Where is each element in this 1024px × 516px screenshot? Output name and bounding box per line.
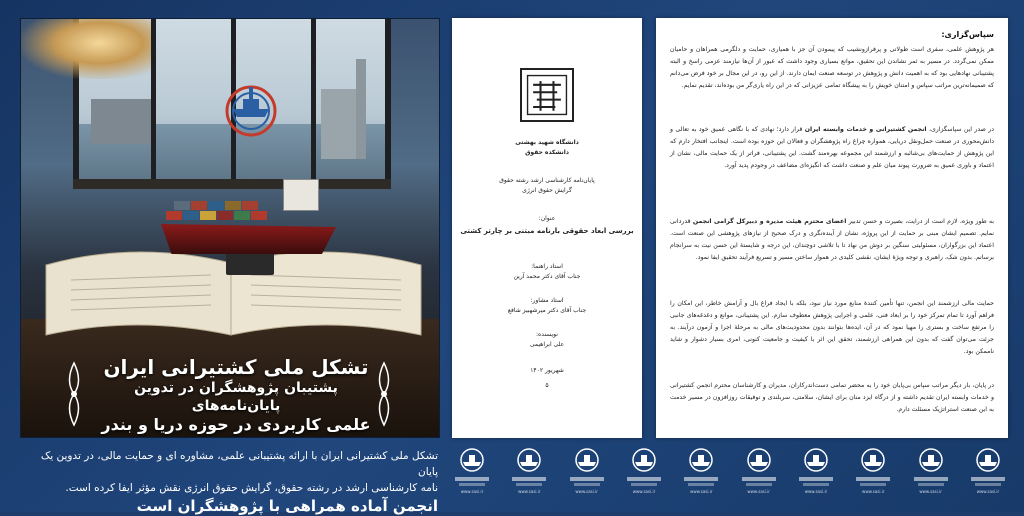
ship-wheel-icon xyxy=(974,446,1002,474)
page-number: ۵ xyxy=(545,382,549,389)
footer-logo: www.sasi.ir xyxy=(853,446,893,500)
degree-line2: گرایش حقوق انرژی xyxy=(522,187,572,194)
desk-lamp-glow xyxy=(21,19,151,79)
footer-logo: www.sasi.ir xyxy=(968,446,1008,500)
thesis-date: شهریور ۱۴۰۲ xyxy=(530,367,564,374)
supervisor-name: جناب آقای دکتر محمد آرین xyxy=(513,273,581,280)
ship-wheel-icon xyxy=(917,446,945,474)
thesis-cover-page xyxy=(452,18,642,438)
advisor-name: جناب آقای دکتر میرشهبیز شافع xyxy=(507,307,587,314)
thesis-subject: بررسی ابعاد حقوقی بارنامه مبتنی بر چارتر کشتی xyxy=(460,227,634,235)
ack-paragraph-3: به طور ویژه، لازم است از درایت، بصیرت و حسن تدبیر اعضای محترم هیئت مدیره و دبیرکل گرامی انجمن قدردانی نمایم. تصمیم ایشان مبنی بر حمایت از این پروژه، نشان از آینده‌نگری و درک صحیح از نیازهای پژوهشی این صنعت است. اعتماد این بزرگواران، مسئولیتی سنگین بر دوش من نهاد تا با تلاشی دوچندان، این درجه و شایستهٔ این حسن نیت به سرانجام برسانم. بدون شک، راهبری و توجه ویژهٔ ایشان، نقشی کلیدی در هموار ساختن مسیر و تسریع فرآیند تحقیق ایفا نمود. xyxy=(670,218,994,261)
ornament-left xyxy=(63,361,85,427)
footer-logo: www.sasi.ir xyxy=(452,446,492,500)
footer-logo: www.sasi.ir xyxy=(681,446,721,500)
subject-label: عنوان: xyxy=(538,215,556,222)
ack-paragraph-5: در پایان، بار دیگر مراتب سپاس بی‌پایان خود را به محضر تمامی دست‌اندرکاران، مدیران و کارشناسان محترم انجمن کشتیرانی و خدمات وابسته ایران تقدیم داشته و از درگاه ایزد منان برای ایشان، سلامتی، سربلندی و توفیقات روزافزون در مسیر خدمت به این صنعت استراتژیک مسئلت دارم. xyxy=(670,382,994,413)
supervisor-label: استاد راهنما: xyxy=(531,263,563,270)
ship-wheel-icon xyxy=(458,446,486,474)
port-cranes xyxy=(91,99,151,144)
ship-wheel-icon xyxy=(515,446,543,474)
bottom-caption xyxy=(20,448,438,516)
university-logo xyxy=(520,68,574,122)
city-building xyxy=(321,89,361,159)
ack-paragraph-4: حمایت مالی ارزشمند این انجمن، تنها تأمین کنندهٔ منابع مورد نیاز نبود، بلکه با ایجاد فراغ بال و آرامش خاطر، این امکان را فراهم آورد تا تمام تمرکز خود را بر ابعاد فنی، علمی و اجرایی پژوهش معطوف سازم. این پشتیبانی، موانع و دغدغه‌های جانبی را مرتفع ساخت و بستری را مهیا نمود که در آن، ایده‌ها بتوانند بدون محدودیت‌های مالی به مرحلهٔ اجرا و آزمون درآیند. به جرئت می‌توان گفت که بدون این همراهی ارزشمند، تحقق این اثر با کیفیت و جامعیت کنونی، امری بسیار دشوار و شاید ناممکن بود. xyxy=(670,300,994,355)
footer-logo: www.sasi.ir xyxy=(739,446,779,500)
caption-line1: تشکل ملی کشتیرانی ایران با ارائه پشتیبانی علمی، مشاوره ای و حمایت مالی، در تدوین یک پایان xyxy=(40,450,438,478)
ack-paragraph-1: هر پژوهش علمی، سفری است طولانی و پرفرازونشیب که پیمودن آن جز با همیاری، حمایت و دلگرمی همراهان و حامیان ممکن نمی‌گردد. در مسیر به ثمر نشاندن این تحقیق، موانع بسیاری وجود داشت که عبور از آن‌ها نیازمند عزمی راسخ و البته پشتیبانی نهادهایی بود که به اهمیت دانش و پژوهش در توسعه صنعت ایمان دارند. از این رو، در این مجال بر خود فرض می‌دانم که صمیمانه‌ترین مراتب سپاس و امتنان خویش را به پیشگاه تمامی عزیزانی که در این راه یاری‌گر من بوده‌اند، تقدیم نمایم. xyxy=(670,46,994,89)
ship-stand xyxy=(226,251,274,275)
poster-title xyxy=(91,355,381,435)
author-label: نویسنده: xyxy=(536,331,558,338)
clock-tower xyxy=(356,59,366,159)
degree-line1: پایان‌نامه کارشناسی ارشد رشته حقوق xyxy=(499,177,595,184)
poster-title-line1: تشکل ملی کشتیرانی ایران xyxy=(103,355,369,379)
caption-line2: نامه کارشناسی ارشد در رشته حقوق، گرایش حقوق انرژی نقش مؤثر ایفا کرده است. xyxy=(65,482,438,494)
footer-logo: www.sasi.ir xyxy=(509,446,549,500)
footer-logo: www.sasi.ir xyxy=(567,446,607,500)
ship-wheel-icon xyxy=(687,446,715,474)
ship-wheel-icon xyxy=(630,446,658,474)
advisor-label: استاد مشاور: xyxy=(530,297,564,304)
acknowledgement-page xyxy=(656,18,1008,438)
university-name: دانشگاه شهید بهشتی xyxy=(515,139,579,146)
ship-wheel-icon xyxy=(859,446,887,474)
ship-wheel-icon xyxy=(573,446,601,474)
model-ship-hull xyxy=(161,224,336,254)
ship-bridge xyxy=(283,179,319,211)
poster-title-line3: علمی کاربردی در حوزه دریا و بندر xyxy=(101,415,371,434)
caption-headline: انجمن آماده همراهی با پژوهشگران است xyxy=(136,497,438,515)
faculty-name: دانشکده حقوق xyxy=(525,149,569,156)
poster-image xyxy=(20,18,440,438)
ack-paragraph-2: در صدر این سپاسگزاری، انجمن کشتیرانی و خدمات وابسته ایران قرار دارد؛ نهادی که با نگاهی عمیق خود به تعالی و دانش‌محوری در صنعت حمل‌ونقل دریایی، همواره چراغ راه پژوهشگران و فعالان این حوزه بوده است. اینجانب افتخار دارم که این پژوهش از حمایت‌های بی‌شائبه و ارزشمند این مجموعه بهره‌مند گشت. این پشتیبانی، فراتر از یک حمایت مالی، نشان از اعتماد و باوری عمیق به ضرورت پیوند میان علم و صنعت داشت که انگیزه‌ای مضاعف در وجودم پدید آورد. xyxy=(670,126,995,169)
footer-logo-strip xyxy=(452,444,1008,502)
poster-title-line2: پشتیبان پژوهشگران در تدوین پایان‌نامه‌های xyxy=(134,380,338,414)
ack-heading: سپاس‌گزاری: xyxy=(941,30,994,39)
author-name: علی ابراهیمی xyxy=(529,341,565,348)
footer-logo: www.sasi.ir xyxy=(796,446,836,500)
footer-logo: www.sasi.ir xyxy=(911,446,951,500)
ship-wheel-icon xyxy=(745,446,773,474)
footer-logo: www.sasi.ir xyxy=(624,446,664,500)
iran-shipowners-logo xyxy=(219,77,283,141)
ship-wheel-icon xyxy=(802,446,830,474)
